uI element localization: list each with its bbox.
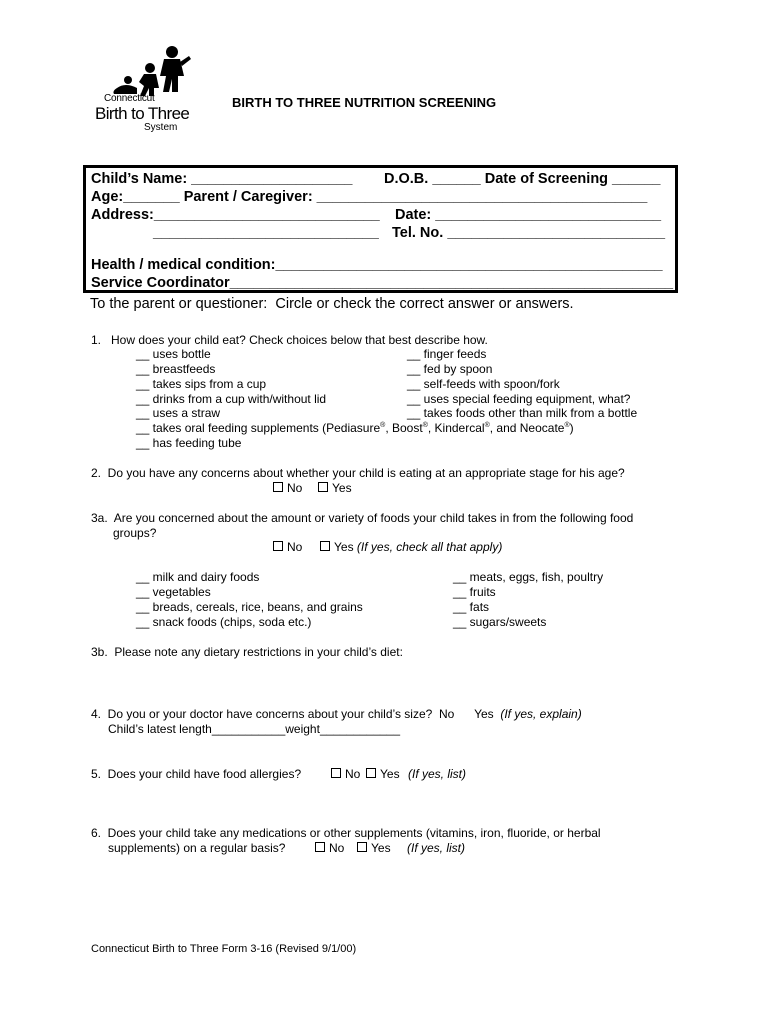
address-field[interactable]: Address:____________________________	[91, 207, 380, 223]
q6-yes[interactable]: Yes	[357, 841, 391, 855]
footer: Connecticut Birth to Three Form 3-16 (Revised 9/1/00)	[91, 943, 357, 955]
question-3a-line2: groups?	[113, 526, 157, 540]
q1-option[interactable]: __ uses bottle	[136, 347, 211, 361]
q1-option[interactable]: __ finger feeds	[407, 347, 487, 361]
question-3a: 3a. Are you concerned about the amount or variety of foods your child takes in from the following food	[91, 511, 634, 525]
checkbox-icon[interactable]	[357, 842, 367, 852]
q3a-option[interactable]: __ milk and dairy foods	[136, 570, 260, 584]
logo-text-3: System	[144, 122, 178, 133]
q3a-option[interactable]: __ vegetables	[136, 585, 211, 599]
q3a-no[interactable]: No	[273, 540, 302, 554]
checkbox-icon[interactable]	[366, 768, 376, 778]
q3a-option[interactable]: __ snack foods (chips, soda etc.)	[136, 615, 312, 629]
q6-note: (If yes, list)	[407, 841, 466, 855]
q2-no[interactable]: No	[273, 481, 302, 495]
question-1: 1. How does your child eat? Check choices below that best describe how.	[91, 333, 488, 347]
q5-note: (If yes, list)	[408, 767, 467, 781]
q3a-option[interactable]: __ meats, eggs, fish, poultry	[453, 570, 604, 584]
q1-option[interactable]: __ has feeding tube	[136, 436, 242, 450]
question-4: 4. Do you or your doctor have concerns about your child’s size? No Yes (If yes, explain)	[91, 707, 582, 721]
logo-text-2: Birth to Three	[95, 104, 190, 123]
checkbox-icon[interactable]	[318, 482, 328, 492]
checkbox-icon[interactable]	[331, 768, 341, 778]
q3a-option[interactable]: __ fats	[453, 600, 490, 614]
age-parent-field[interactable]: Age:_______ Parent / Caregiver: _________________________________________	[91, 189, 648, 205]
child-name-field[interactable]: Child’s Name: ____________________	[91, 171, 353, 187]
q2-yes[interactable]: Yes	[318, 481, 352, 495]
question-5: 5. Does your child have food allergies?	[91, 767, 302, 781]
q1-option[interactable]: __ uses special feeding equipment, what?	[407, 392, 631, 406]
address-line2-field[interactable]: ____________________________	[153, 225, 379, 241]
length-weight-field[interactable]: Child’s latest length___________weight____________	[108, 722, 401, 736]
date-field[interactable]: Date: ____________________________	[395, 207, 662, 223]
q5-no[interactable]: No	[331, 767, 360, 781]
q5-yes[interactable]: Yes	[366, 767, 400, 781]
q1-option[interactable]: __ fed by spoon	[407, 362, 493, 376]
instructions: To the parent or questioner: Circle or check the correct answer or answers.	[90, 296, 574, 312]
q1-option[interactable]: __ breastfeeds	[136, 362, 216, 376]
checkbox-icon[interactable]	[273, 482, 283, 492]
health-condition-field[interactable]: Health / medical condition:________________________________________________	[91, 257, 663, 273]
q1-option[interactable]: __ takes sips from a cup	[136, 377, 267, 391]
question-6-line2: supplements) on a regular basis?	[108, 841, 286, 855]
question-2: 2. Do you have any concerns about whether your child is eating at an appropriate stage for his age?	[91, 466, 625, 480]
q3a-option[interactable]: __ fruits	[453, 585, 496, 599]
checkbox-icon[interactable]	[273, 541, 283, 551]
q1-option[interactable]: __ self-feeds with spoon/fork	[407, 377, 560, 391]
q1-option[interactable]: __ takes foods other than milk from a bottle	[407, 406, 638, 420]
dob-field[interactable]: D.O.B. ______ Date of Screening ______	[384, 171, 661, 187]
checkbox-icon[interactable]	[320, 541, 330, 551]
q3a-yes[interactable]: Yes (If yes, check all that apply)	[320, 540, 502, 554]
q3a-option[interactable]: __ breads, cereals, rice, beans, and grains	[136, 600, 363, 614]
logo-text-1: Connecticut	[104, 93, 155, 104]
page-title: BIRTH TO THREE NUTRITION SCREENING	[232, 95, 497, 110]
service-coordinator-field[interactable]: Service Coordinator_______________________________________________________	[91, 275, 674, 291]
checkbox-icon[interactable]	[315, 842, 325, 852]
q3a-option[interactable]: __ sugars/sweets	[453, 615, 547, 629]
q1-option[interactable]: __ drinks from a cup with/without lid	[136, 392, 327, 406]
question-6: 6. Does your child take any medications or other supplements (vitamins, iron, fluoride, or herbal	[91, 826, 601, 840]
question-3b: 3b. Please note any dietary restrictions in your child’s diet:	[91, 645, 403, 659]
tel-field[interactable]: Tel. No. ___________________________	[392, 225, 666, 241]
logo	[92, 44, 202, 134]
q1-option[interactable]: __ uses a straw	[136, 406, 221, 420]
q6-no[interactable]: No	[315, 841, 344, 855]
q1-option-supplements[interactable]: __ takes oral feeding supplements (Pediasure®, Boost®, Kindercal®, and Neocate®)	[136, 421, 574, 435]
